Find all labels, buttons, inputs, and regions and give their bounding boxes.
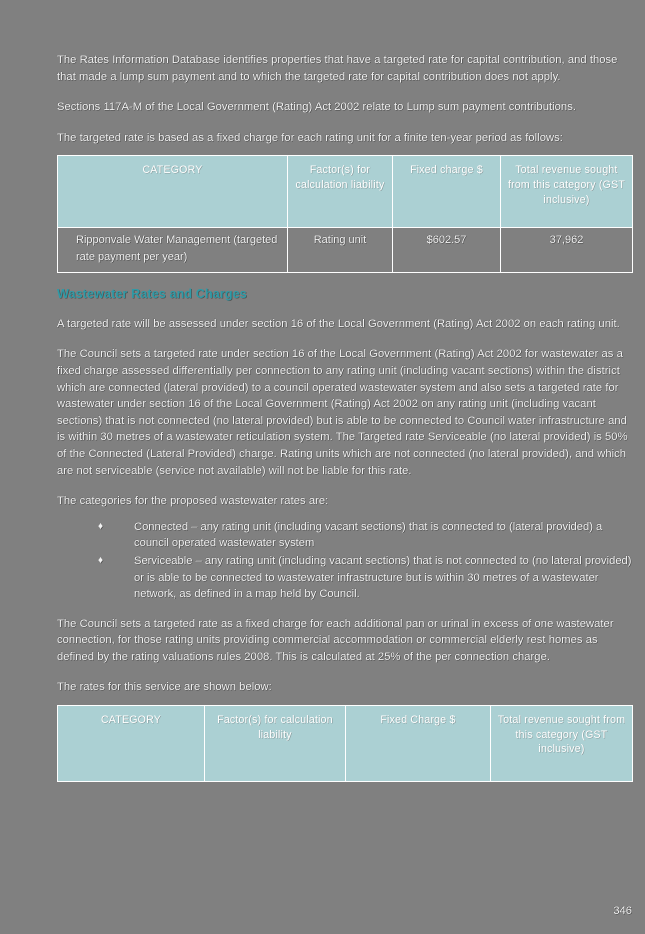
table1-cell-total-revenue: 37,962 — [501, 228, 633, 272]
table-row — [58, 228, 633, 272]
paragraph-targeted-rate-intro: The targeted rate is based as a fixed charge for each rating unit for a finite ten-year period as follows: — [57, 131, 563, 144]
table1-header-category: CATEGORY — [58, 156, 288, 228]
bullet-diamond-icon: ♦ — [98, 554, 104, 566]
table1-cell-category: Ripponvale Water Management (targeted rate payment per year) — [58, 228, 288, 272]
paragraph-sections-117: Sections 117A-M of the Local Government (Rating) Act 2002 relate to Lump sum payment contributions. — [57, 101, 577, 114]
page-content — [57, 52, 632, 796]
list-item — [57, 553, 632, 603]
paragraph-council-sets-targeted-rate: The Council sets a targeted rate under section 16 of the Local Government (Rating) Act 2002 for wastewater as a fixed charge assessed differentially per connection to any rating unit (including vacant sections) within the district which are connected (lateral provided) to a council operated wastewater system and also sets a targeted rate for wastewater under section 16 of the Local Government (Rating) Act 2002 on any rating unit (including vacant sections) that is not connected (no lateral provided) but is able to be connected to Council water infrastructure and is within 30 metres of a wastewater reticulation system. The Targeted rate Serviceable (no lateral provided) is 50% of the Connected (Lateral Provided) charge. Rating units which are not connected (no lateral provided), and which are not serviceable (service not available) will not be liable for this rate. — [57, 348, 628, 477]
table2-header-total-revenue: Total revenue sought from this category (GST inclusive) — [491, 706, 633, 782]
wastewater-rates-table — [57, 705, 633, 782]
table1-header-total-revenue: Total revenue sought from this category (GST inclusive) — [501, 156, 633, 228]
list-item — [57, 519, 632, 552]
table-header-row — [58, 156, 633, 228]
list-item-label: Serviceable – any rating unit (including vacant sections) that is not connected to (no lateral provided) or is able to be connected to wastewater infrastructure but is within 30 metres of a wastewater network, as defined in a map held by Council. — [134, 554, 632, 601]
capital-contribution-rates-table — [57, 155, 633, 272]
list-item-label: Connected – any rating unit (including vacant sections) that is connected to (lateral provided) a council operated wastewater system — [134, 520, 603, 550]
table-header-row — [58, 706, 633, 782]
table1-cell-factor: Rating unit — [288, 228, 393, 272]
wastewater-category-list — [57, 519, 632, 603]
paragraph-rates-shown-below: The rates for this service are shown below: — [57, 681, 272, 694]
paragraph-rates-database: The Rates Information Database identifies properties that have a targeted rate for capital contribution, and those that made a lump sum payment and to which the targeted rate for capital contribution does not apply. — [57, 54, 618, 83]
table1-header-factor: Factor(s) for calculation liability — [288, 156, 393, 228]
page-number: 346 — [613, 905, 632, 917]
bullet-diamond-icon: ♦ — [98, 520, 104, 532]
table2-header-fixed-charge: Fixed Charge $ — [346, 706, 491, 782]
paragraph-targeted-rate-section16: A targeted rate will be assessed under section 16 of the Local Government (Rating) Act 2002 on each rating unit. — [57, 317, 620, 330]
table2-header-category: CATEGORY — [58, 706, 205, 782]
page-section-heading: Wastewater Rates and Charges — [57, 286, 247, 301]
table1-cell-fixed-charge: $602.57 — [393, 228, 501, 272]
paragraph-categories-intro: The categories for the proposed wastewater rates are: — [57, 495, 329, 508]
table1-header-fixed-charge: Fixed charge $ — [393, 156, 501, 228]
table2-header-factor: Factor(s) for calculation liability — [205, 706, 346, 782]
paragraph-additional-pan-urinal: The Council sets a targeted rate as a fixed charge for each additional pan or urinal in excess of one wastewater connection, for those rating units providing commercial accommodation or commercial elderly rest homes as defined by the rating valuations rules 2008. This is calculated at 25% of the per connection charge. — [57, 617, 614, 663]
